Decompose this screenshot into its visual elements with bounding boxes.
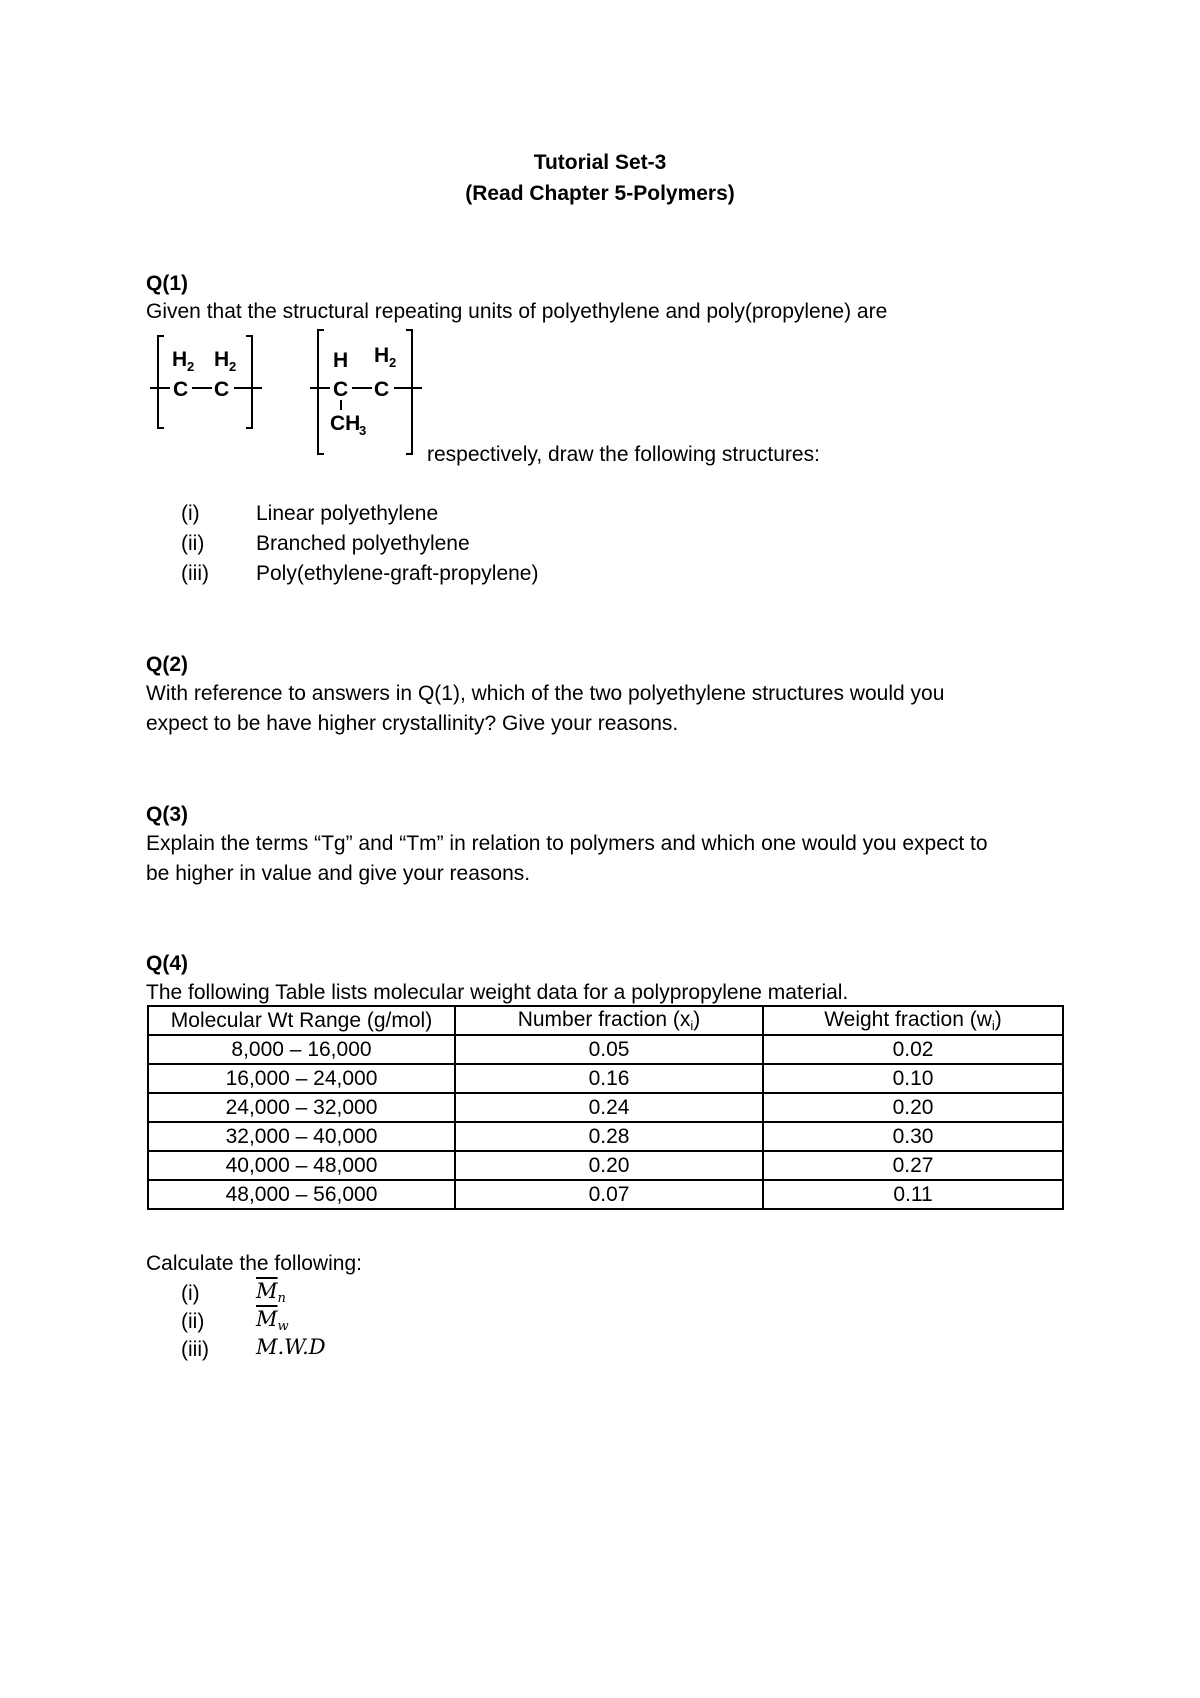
table-cell: 0.10 [763,1064,1063,1093]
table-cell: 0.11 [763,1180,1063,1209]
table-cell: 0.16 [455,1064,763,1093]
question-4-label: Q(4) [146,952,188,975]
question-3-text-line1: Explain the terms “Tg” and “Tm” in relation to polymers and which one would you expect to [146,832,988,855]
question-2-label: Q(2) [146,653,188,676]
table-row [148,1122,1063,1151]
table-cell: 0.28 [455,1122,763,1151]
question-1-trailing-text: respectively, draw the following structures: [427,443,820,466]
pp-h: H [333,349,349,372]
polypropylene-repeat-unit-structure [310,326,430,461]
page-subtitle: (Read Chapter 5-Polymers) [465,182,735,205]
q1-item-num: (iii) [181,562,209,585]
pp-h2: H [374,344,390,367]
table-cell: 0.02 [763,1035,1063,1064]
table-header-row [148,1006,1063,1035]
table-cell: 24,000 – 32,000 [148,1093,455,1122]
calc-item-mwd: M.W.D [256,1335,326,1359]
question-1-text: Given that the structural repeating units of polyethylene and poly(propylene) are [146,300,888,323]
question-3-text-line2: be higher in value and give your reasons. [146,862,531,885]
table-row [148,1093,1063,1122]
question-2-text-line1: With reference to answers in Q(1), which of the two polyethylene structures would you [146,682,945,705]
table-cell: 40,000 – 48,000 [148,1151,455,1180]
table-row [148,1151,1063,1180]
calc-item-num: (iii) [181,1338,209,1361]
table-cell: 0.24 [455,1093,763,1122]
pe-c2: C [214,378,230,401]
q1-item-text: Poly(ethylene-graft-propylene) [256,562,539,585]
pe-h2-a: H [172,348,188,371]
table-header-cell: Weight fraction $(w_i)$ [763,1006,1063,1035]
table-cell: 0.07 [455,1180,763,1209]
calc-item-num: (ii) [181,1310,205,1333]
q1-item-num: (ii) [181,532,205,555]
table-row [148,1035,1063,1064]
polyethylene-repeat-unit-structure [150,330,270,435]
table-cell: 0.30 [763,1122,1063,1151]
q1-item-text: Linear polyethylene [256,502,439,525]
pe-h2-a-sub: 2 [187,359,195,374]
pe-h2-b-sub: 2 [229,359,237,374]
table-cell: 16,000 – 24,000 [148,1064,455,1093]
table-cell: 8,000 – 16,000 [148,1035,455,1064]
table-cell: 0.20 [763,1093,1063,1122]
molecular-weight-table [147,1005,1064,1210]
pe-c1: C [173,378,189,401]
q1-item-text: Branched polyethylene [256,532,470,555]
table-header-cell: Molecular Wt Range (g/mol) [148,1006,455,1035]
pp-c1: C [333,378,349,401]
question-2-text-line2: expect to be have higher crystallinity? Give your reasons. [146,712,679,735]
pp-h2-sub: 2 [389,355,397,370]
page-title: Tutorial Set-3 [533,151,667,174]
calculate-label: Calculate the following: [146,1252,362,1275]
table-cell: 32,000 – 40,000 [148,1122,455,1151]
table-cell: 0.05 [455,1035,763,1064]
pe-h2-b: H [214,348,230,371]
question-3-label: Q(3) [146,803,188,826]
table-cell: 0.27 [763,1151,1063,1180]
table-row [148,1180,1063,1209]
calc-item-mn: $\overline{M}_n$ [256,1279,286,1306]
calc-item-mw: $\overline{M}_w$ [256,1307,289,1334]
q1-item-num: (i) [181,502,200,525]
calc-item-num: (i) [181,1282,200,1305]
table-cell: 48,000 – 56,000 [148,1180,455,1209]
pp-ch3-sub: 3 [359,423,367,438]
table-row [148,1064,1063,1093]
pp-c2: C [374,378,390,401]
table-cell: 0.20 [455,1151,763,1180]
question-1-label: Q(1) [146,272,188,295]
table-header-cell: Number fraction $(x_i)$ [455,1006,763,1035]
question-4-intro: The following Table lists molecular weight data for a polypropylene material. [146,981,849,1004]
pp-ch3: CH [330,412,361,435]
